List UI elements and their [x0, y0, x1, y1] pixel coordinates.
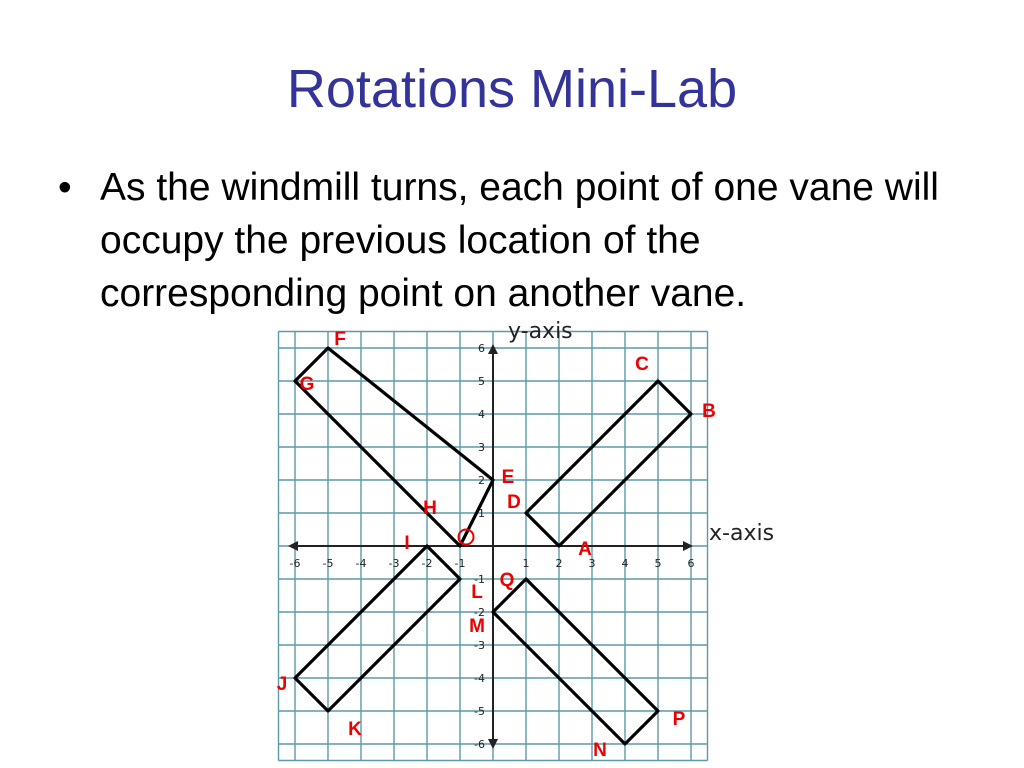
x-tick-label: -4	[355, 557, 367, 570]
point-label-k: K	[348, 719, 362, 740]
point-label-d: D	[507, 492, 521, 513]
x-tick-label: 6	[687, 557, 695, 570]
x-tick-label: -3	[388, 557, 400, 570]
x-axis-arrow-left	[288, 541, 298, 551]
y-tick-label: 3	[478, 441, 485, 454]
vane-upper-right	[526, 381, 691, 546]
point-label-e: E	[501, 467, 515, 488]
x-tick-label: -2	[421, 557, 433, 570]
x-tick-label: 3	[588, 557, 596, 570]
point-label-c: C	[635, 354, 649, 375]
x-tick-label: 5	[654, 557, 662, 570]
y-tick-label: -2	[474, 606, 485, 619]
point-label-l: L	[471, 582, 483, 603]
point-label-m: M	[469, 616, 485, 637]
y-tick-label: 2	[478, 474, 485, 487]
y-tick-label: -1	[474, 573, 485, 586]
bullet-marker: •	[58, 166, 72, 209]
y-tick-label: -5	[474, 705, 485, 718]
y-tick-label: 6	[478, 342, 485, 355]
y-tick-label: -6	[474, 738, 485, 751]
point-label-p: P	[672, 709, 686, 730]
vane-lower-left	[295, 546, 460, 711]
point-label-a: A	[578, 539, 592, 560]
slide-title: Rotations Mini-Lab	[286, 59, 738, 119]
x-tick-label: 1	[522, 557, 530, 570]
x-tick-label: 4	[621, 557, 629, 570]
y-tick-label: 4	[478, 408, 485, 421]
point-label-b: B	[702, 401, 716, 422]
point-label-j: J	[276, 674, 288, 695]
point-label-h: H	[423, 498, 437, 519]
y-axis-arrow-up	[488, 344, 498, 354]
point-label-g: G	[299, 374, 315, 395]
y-tick-label: -3	[474, 639, 485, 652]
x-tick-label: -1	[454, 557, 466, 570]
y-tick-label: 1	[478, 507, 485, 520]
x-tick-label: 2	[555, 557, 563, 570]
x-tick-label: -5	[322, 557, 334, 570]
x-axis-label: x-axis	[709, 521, 775, 546]
point-label-i: I	[404, 533, 410, 554]
point-label-f: F	[334, 329, 346, 350]
point-label-n: N	[593, 740, 607, 761]
y-axis-label: y-axis	[508, 319, 573, 344]
vane-lower-right	[493, 579, 658, 744]
x-tick-label: -6	[289, 557, 301, 570]
y-tick-label: -4	[474, 672, 485, 685]
bullet-text: As the windmill turns, each point of one vane will occupy the previous location of the corresponding point on another vane.	[100, 166, 939, 315]
point-label-q: Q	[499, 570, 515, 591]
y-tick-label: 5	[478, 375, 485, 388]
